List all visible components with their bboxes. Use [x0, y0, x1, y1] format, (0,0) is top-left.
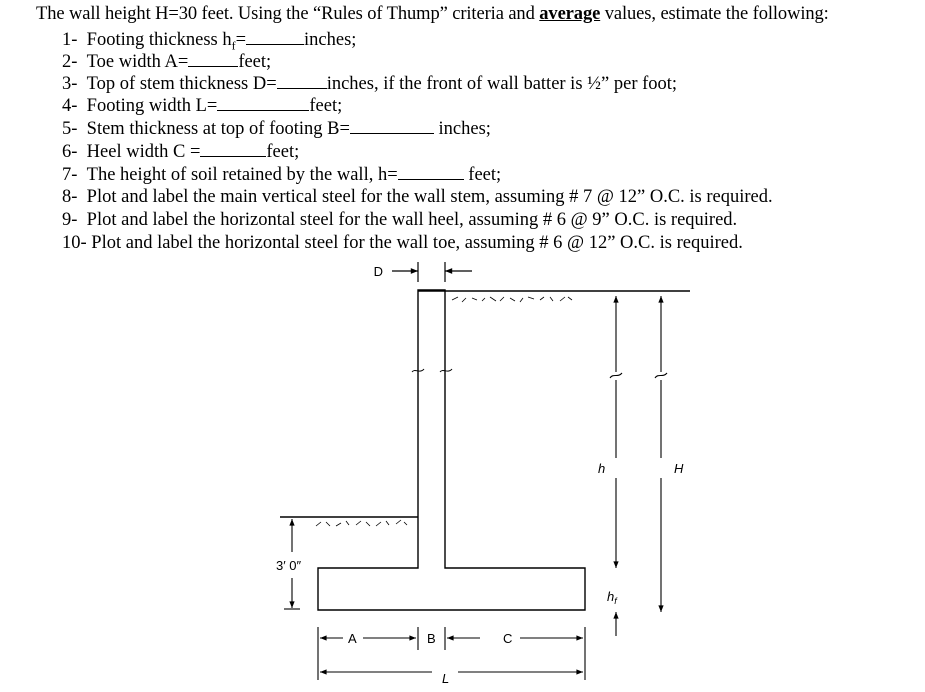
- soil-hatching-top: [452, 297, 572, 302]
- dimension-L: [318, 650, 585, 680]
- question-5: 5- Stem thickness at top of footing B= inches;: [62, 119, 491, 139]
- dimension-D: [392, 262, 472, 282]
- label-A: A: [348, 631, 357, 646]
- label-D: D: [373, 264, 383, 279]
- label-L: L: [442, 671, 450, 686]
- dimension-H: [655, 296, 667, 612]
- emphasis-average: average: [539, 4, 601, 24]
- question-7: 7- The height of soil retained by the wall, h= feet;: [62, 165, 502, 185]
- label-hf: $h_f$: [607, 589, 617, 606]
- question-6: 6- Heel width C = feet;: [62, 142, 300, 162]
- label-H: H: [674, 461, 684, 476]
- question-4: 4- Footing width L= feet;: [62, 96, 343, 116]
- problem-statement: The wall height H=30 feet. Using the “Rules of Thump” criteria and average values, estimate the following:: [36, 4, 829, 24]
- label-3ft: 3′ 0″: [276, 558, 302, 573]
- wall-outline: [318, 290, 585, 610]
- soil-hatching-toe: [316, 520, 407, 526]
- label-h: h: [598, 461, 606, 476]
- question-1: 1- Footing thickness $h_f=$ inches;: [62, 30, 357, 53]
- label-B: B: [427, 631, 436, 646]
- question-8: 8- Plot and label the main vertical steel for the wall stem, assuming # 7 @ 12” O.C. is required.: [62, 187, 773, 207]
- question-9: 9- Plot and label the horizontal steel for the wall heel, assuming # 6 @ 9” O.C. is required.: [62, 210, 738, 230]
- dimension-ABC: [318, 627, 585, 650]
- dimension-h: [610, 296, 622, 568]
- label-C: C: [503, 631, 513, 646]
- question-3: 3- Top of stem thickness D= inches, if the front of wall batter is ½” per foot;: [62, 74, 678, 94]
- question-2: 2- Toe width A= feet;: [62, 52, 272, 72]
- question-10: 10- Plot and label the horizontal steel for the wall toe, assuming # 6 @ 12” O.C. is required.: [62, 233, 743, 253]
